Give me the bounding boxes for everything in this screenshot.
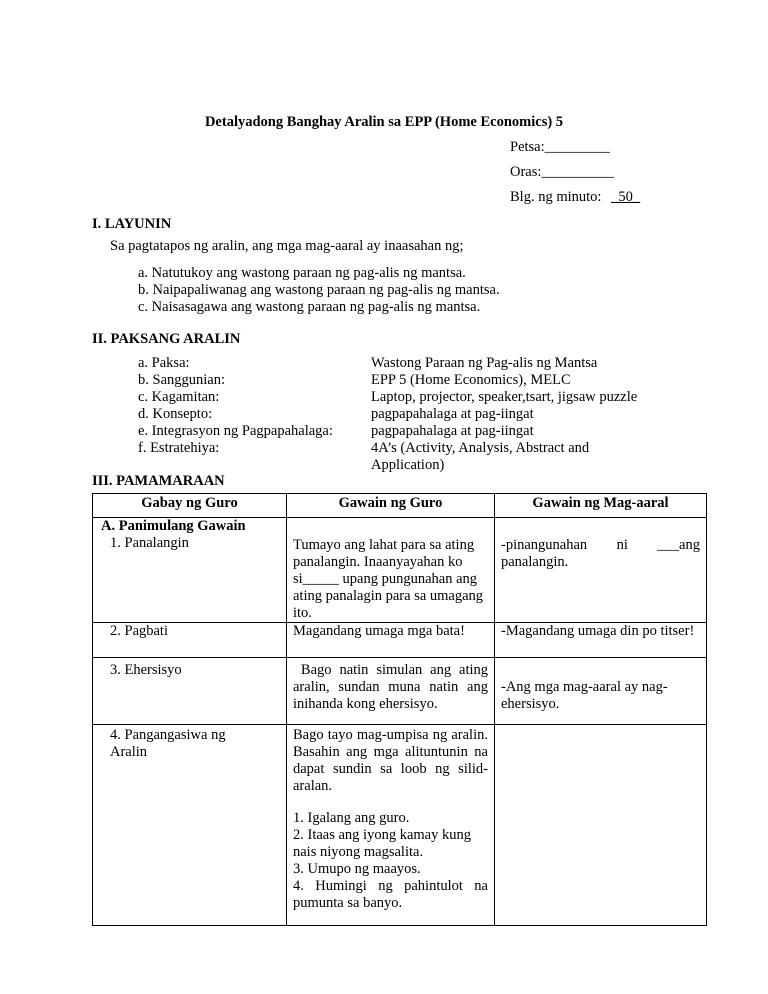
document-title: Detalyadong Banghay Aralin sa EPP (Home Economics) 5 xyxy=(204,114,564,130)
layunin-intro: Sa pagtatapos ng aralin, ang mga mag-aaral ay inaasahan ng; xyxy=(110,238,464,254)
rule-item: 1. Igalang ang guro. xyxy=(293,810,410,826)
estratehiya-value-cont: Application) xyxy=(371,457,445,473)
rule-item: 4. Humingi ng pahintulot na pumunta sa banyo. xyxy=(293,878,488,911)
mag-aaral-cell xyxy=(495,518,707,623)
column-header-gabay: Gabay ng Guro xyxy=(93,494,287,518)
gabay-cell xyxy=(93,623,287,658)
guro-cell xyxy=(287,518,495,623)
petsa-blank: _________ xyxy=(544,139,610,155)
pamamaraan-table xyxy=(92,493,707,926)
guro-cell xyxy=(287,725,495,926)
pamamaraan-heading: III. PAMAMARAAN xyxy=(92,473,225,489)
column-header-mag-aaral: Gawain ng Mag-aaral xyxy=(495,494,707,518)
sanggunian-value: EPP 5 (Home Economics), MELC xyxy=(371,372,571,388)
table-row xyxy=(93,623,707,658)
layunin-heading: I. LAYUNIN xyxy=(92,216,172,232)
rule-item: 2. Itaas ang iyong kamay kung nais niyong magsalita. xyxy=(293,827,471,860)
minuto-value: _50_ xyxy=(611,189,641,205)
layunin-item: b. Naipapaliwanag ang wastong paraan ng pag-alis ng mantsa. xyxy=(138,282,500,298)
paksa-label: a. Paksa: xyxy=(138,355,190,371)
oras-line xyxy=(510,164,614,181)
guro-cell xyxy=(287,623,495,658)
mag-aaral-pagbati: -Magandang umaga din po titser! xyxy=(501,623,695,639)
gabay-pangangasiwa: 4. Pangangasiwa ng Aralin xyxy=(110,727,226,760)
gabay-cell xyxy=(93,518,287,623)
petsa-line xyxy=(510,139,610,156)
gabay-pagbati: 2. Pagbati xyxy=(110,623,168,639)
sanggunian-label: b. Sanggunian: xyxy=(138,372,225,388)
mag-aaral-ehersisyo: -Ang mga mag-aaral ay nag-ehersisyo. xyxy=(501,679,668,712)
integrasyon-label: e. Integrasyon ng Pagpapahalaga: xyxy=(138,423,333,439)
kagamitan-label: c. Kagamitan: xyxy=(138,389,220,405)
oras-label: Oras: xyxy=(510,164,542,180)
oras-blank: __________ xyxy=(541,164,614,180)
guro-pagbati: Magandang umaga mga bata! xyxy=(293,623,465,639)
layunin-item: c. Naisasagawa ang wastong paraan ng pag-alis ng mantsa. xyxy=(138,299,481,315)
column-header-guro: Gawain ng Guro xyxy=(287,494,495,518)
petsa-label: Petsa: xyxy=(510,139,545,155)
guro-pangangasiwa: Bago tayo mag-umpisa ng aralin. Basahin ang mga alituntunin na dapat sundin sa loob ng silid-aralan. xyxy=(293,727,488,794)
gabay-cell xyxy=(93,658,287,725)
paksang-aralin-heading: II. PAKSANG ARALIN xyxy=(92,331,241,347)
minuto-label: Blg. ng minuto: xyxy=(510,189,602,205)
mag-aaral-cell xyxy=(495,658,707,725)
rule-item: 3. Umupo ng maayos. xyxy=(293,861,421,877)
estratehiya-label: f. Estratehiya: xyxy=(138,440,220,456)
gabay-ehersisyo: 3. Ehersisyo xyxy=(110,662,182,678)
section-a-label: A. Panimulang Gawain xyxy=(101,518,246,534)
guro-panalangin: Tumayo ang lahat para sa ating panalangin. Inaanyayahan ko si_____ upang pungunahan ang ating panalagin para sa umagang ito. xyxy=(293,537,484,621)
mag-aaral-cell xyxy=(495,623,707,658)
table-row xyxy=(93,518,707,623)
guro-cell xyxy=(287,658,495,725)
konsepto-label: d. Konsepto: xyxy=(138,406,213,422)
gabay-cell xyxy=(93,725,287,926)
table-row xyxy=(93,658,707,725)
table-header-row xyxy=(93,494,707,518)
table-row xyxy=(93,725,707,926)
guro-ehersisyo: Bago natin simulan ang ating aralin, sundan muna natin ang inihanda kong ehersisyo. xyxy=(293,662,492,712)
paksa-value: Wastong Paraan ng Pag-alis ng Mantsa xyxy=(371,355,598,371)
minuto-line xyxy=(510,189,640,206)
layunin-item: a. Natutukoy ang wastong paraan ng pag-alis ng mantsa. xyxy=(138,265,466,281)
mag-aaral-panalangin: -pinangunahan ni ___ang panalangin. xyxy=(501,537,700,570)
kagamitan-value: Laptop, projector, speaker,tsart, jigsaw puzzle xyxy=(371,389,638,405)
estratehiya-value: 4A’s (Activity, Analysis, Abstract and xyxy=(371,440,590,456)
konsepto-value: pagpapahalaga at pag-iingat xyxy=(371,406,534,422)
integrasyon-value: pagpapahalaga at pag-iingat xyxy=(371,423,534,439)
gabay-panalangin: 1. Panalangin xyxy=(110,535,189,551)
mag-aaral-cell xyxy=(495,725,707,926)
